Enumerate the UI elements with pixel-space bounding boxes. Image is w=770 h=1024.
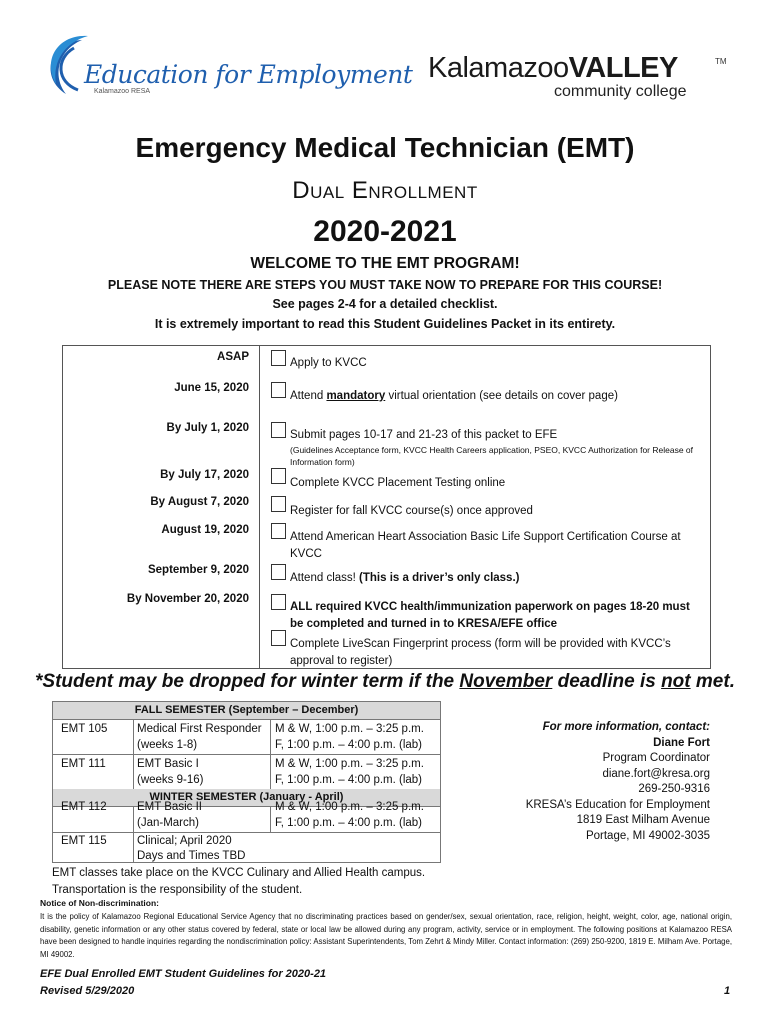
course-name: Clinical; April 2020 [137, 835, 232, 847]
contact-email[interactable]: diane.fort@kresa.org [602, 767, 710, 780]
course-code: EMT 111 [61, 758, 106, 770]
deadline-task [290, 570, 700, 587]
transportation-note: Transportation is the responsibility of the student. [52, 884, 303, 896]
deadline-date: September 9, 2020 [147, 564, 249, 576]
checkbox[interactable] [271, 468, 286, 484]
warning-text: met. [690, 671, 735, 692]
footer-revised: Revised 5/29/2020 [40, 985, 135, 997]
table-divider [259, 346, 260, 668]
deadline-task: Submit pages 10-17 and 21-23 of this packet to EFE [290, 429, 558, 441]
table-column-line [270, 806, 271, 832]
contact-role: Program Coordinator [602, 752, 710, 764]
fall-semester-header: FALL SEMESTER (September – December) [53, 702, 440, 719]
checkbox[interactable] [271, 496, 286, 512]
prepare-note: PLEASE NOTE THERE ARE STEPS YOU MUST TAKE NOW TO PREPARE FOR THIS COURSE! [107, 278, 663, 292]
warning-text: deadline is [552, 671, 662, 692]
footer-title: EFE Dual Enrolled EMT Student Guidelines for 2020-21 [40, 968, 327, 980]
course-name: Medical First Responder [137, 723, 262, 735]
checkbox[interactable] [271, 564, 286, 580]
task-text: Attend [290, 390, 327, 402]
winter-semester-header: WINTER SEMESTER (January - April) [53, 789, 440, 806]
campus-note: EMT classes take place on the KVCC Culinary and Allied Health campus. [52, 867, 426, 879]
kvcc-logo-name-b: VALLEY [568, 52, 678, 84]
contact-org: KRESA’s Education for Employment [525, 798, 710, 811]
deadline-table [62, 345, 711, 669]
contact-name: Diane Fort [653, 736, 710, 749]
course-weeks: (weeks 9-16) [137, 774, 204, 786]
deadline-task: Apply to KVCC [290, 357, 367, 369]
kvcc-logo-trademark: TM [715, 57, 727, 66]
course-time: M & W, 1:00 p.m. – 3:25 p.m. [275, 801, 424, 813]
checkbox[interactable] [271, 350, 286, 366]
kvcc-logo-subtext: community college [554, 83, 687, 100]
course-name: EMT Basic II [137, 801, 202, 813]
deadline-task: Attend American Heart Association Basic Life Support Certification Course at KVCC [290, 531, 681, 560]
deadline-date: By July 17, 2020 [160, 469, 249, 481]
contact-heading: For more information, contact: [542, 721, 710, 733]
nondiscrimination-title: Notice of Non-discrimination: [40, 898, 159, 908]
contact-city: Portage, MI 49002-3035 [585, 829, 710, 842]
task-emphasis: (This is a driver’s only class.) [359, 572, 520, 584]
deadline-task [290, 388, 700, 405]
checklist-note: See pages 2-4 for a detailed checklist. [272, 297, 498, 311]
task-emphasis: mandatory [326, 390, 386, 402]
task-text: Attend class! [290, 572, 360, 584]
deadline-task-detail: (Guidelines Acceptance form, KVCC Health Careers application, PSEO, KVCC Authorization for Release of Information form) [290, 445, 693, 467]
course-code: EMT 112 [61, 801, 107, 813]
kvcc-logo [428, 52, 728, 104]
checkbox[interactable] [271, 422, 286, 438]
efe-logo-subtext: Kalamazoo RESA [94, 88, 151, 95]
table-row-line [53, 754, 440, 755]
welcome-heading: WELCOME TO THE EMT PROGRAM! [250, 255, 520, 272]
course-time: M & W, 1:00 p.m. – 3:25 p.m. [275, 758, 424, 770]
table-column-line [133, 806, 134, 862]
deadline-task: Complete KVCC Placement Testing online [290, 477, 506, 489]
page-title: Emergency Medical Technician (EMT) [135, 132, 635, 163]
course-days: Days and Times TBD [137, 850, 246, 862]
contact-block [450, 720, 710, 844]
course-code: EMT 115 [61, 835, 107, 847]
course-name: EMT Basic I [137, 758, 199, 770]
contact-street: 1819 East Milham Avenue [576, 814, 710, 826]
deadline-task: ALL required KVCC health/immunization paperwork on pages 18-20 must be completed and turned in to KRESA/EFE office [290, 601, 690, 630]
checkbox[interactable] [271, 594, 286, 610]
task-text: virtual orientation (see details on cover page) [385, 390, 618, 402]
table-row-line [53, 832, 440, 833]
deadline-task: Complete LiveScan Fingerprint process (form will be provided with KVCC’s approval to register) [290, 638, 671, 667]
warning-emphasis: November [459, 671, 553, 692]
contact-phone: 269-250-9316 [638, 783, 710, 795]
kvcc-logo-name [428, 52, 678, 85]
checkbox[interactable] [271, 382, 286, 398]
course-lab-time: F, 1:00 p.m. – 4:00 p.m. (lab) [275, 774, 423, 786]
page-subtitle: Dual Enrollment [292, 177, 478, 204]
course-schedule-table [52, 701, 441, 863]
warning-emphasis: not [661, 671, 691, 692]
course-weeks: (Jan-March) [137, 817, 199, 829]
deadline-date: By July 1, 2020 [166, 422, 249, 434]
page-number: 1 [724, 985, 731, 997]
deadline-date: By August 7, 2020 [150, 496, 249, 508]
kvcc-logo-name-a: Kalamazoo [428, 52, 569, 84]
course-code: EMT 105 [61, 723, 108, 735]
table-column-line [270, 719, 271, 797]
deadline-date: August 19, 2020 [161, 524, 249, 536]
efe-logo-text: Education for Employment [84, 60, 413, 89]
checkbox[interactable] [271, 630, 286, 646]
warning-text: *Student may be dropped for winter term if the [35, 671, 460, 692]
course-lab-time: F, 1:00 p.m. – 4:00 p.m. (lab) [275, 817, 423, 829]
nondiscrimination-text: It is the policy of Kalamazoo Regional Educational Service Agency that no discriminating practices based on gender/sex, sexual orientation, race, religion, height, weight, color, age, national origin, disability, genetic information or any other status covered by federal, state or local law be allowed during any program, activity, service or in employment. The following positions at Kalamazoo RESA have been designed to handle inquiries regarding the nondiscrimination policy: Assistant Superintendents, Tom Zehrt & Mindy Miller. Contact information: (269) 250-9200, 1819 E. Milham Ave. Portage, MI 49002. [40, 912, 732, 959]
course-time: M & W, 1:00 p.m. – 3:25 p.m. [275, 723, 424, 735]
deadline-date: June 15, 2020 [174, 382, 249, 394]
checkbox[interactable] [271, 523, 286, 539]
course-weeks: (weeks 1-8) [137, 739, 198, 751]
deadline-date: By November 20, 2020 [126, 593, 249, 605]
deadline-date: ASAP [217, 351, 249, 363]
table-row-line [53, 719, 440, 720]
table-column-line [133, 719, 134, 797]
efe-logo [38, 30, 413, 110]
course-lab-time: F, 1:00 p.m. – 4:00 p.m. (lab) [275, 739, 423, 751]
deadline-task: Register for fall KVCC course(s) once approved [290, 505, 533, 517]
program-year: 2020-2021 [313, 215, 457, 248]
read-packet-note: It is extremely important to read this Student Guidelines Packet in its entirety. [154, 317, 616, 331]
schedule-notes [52, 865, 425, 899]
drop-warning [0, 671, 770, 693]
